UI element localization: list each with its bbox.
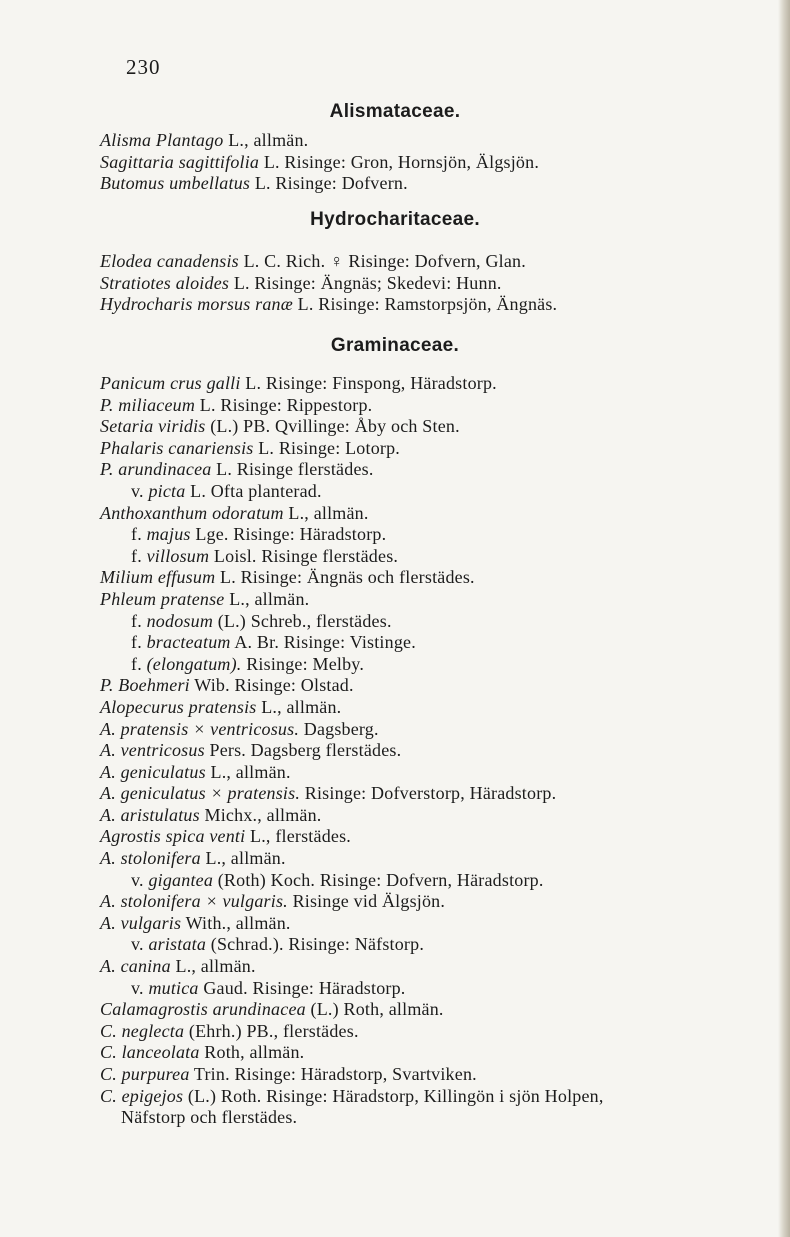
species-entry xyxy=(0,1042,790,1064)
species-entry xyxy=(0,589,790,611)
locality-text: Michx., allmän. xyxy=(204,804,322,825)
species-entry xyxy=(0,697,790,719)
species-entry xyxy=(0,740,790,762)
variety-entry xyxy=(0,870,790,892)
locality-text: L. Risinge: Ängnäs och flerstädes. xyxy=(220,567,475,588)
rank-prefix: f. xyxy=(131,653,142,674)
rank-prefix: f. xyxy=(131,545,142,566)
locality-text: L. Risinge: Gron, Hornsjön, Älgsjön. xyxy=(263,151,540,172)
locality-text: Dagsberg. xyxy=(303,718,379,739)
species-entry xyxy=(0,251,790,273)
locality-text: (L.) Roth, allmän. xyxy=(310,999,444,1020)
locality-text: A. Br. Risinge: Vistinge. xyxy=(234,632,416,653)
locality-text: (L.) Roth. Risinge: Häradstorp, Killingön i sjön Holpen, xyxy=(187,1085,604,1106)
variety-entry xyxy=(0,524,790,546)
family-heading-graminaceae: Graminaceae. xyxy=(330,335,460,356)
rank-prefix: v. xyxy=(131,869,144,890)
species-entry xyxy=(0,438,790,460)
species-entry xyxy=(0,373,790,395)
taxon-name: C. purpurea xyxy=(100,1064,190,1084)
section-graminaceae xyxy=(0,373,790,1129)
species-entry xyxy=(0,294,790,316)
locality-text: L. Risinge: Finspong, Häradstorp. xyxy=(245,373,497,393)
taxon-name: Anthoxanthum odoratum xyxy=(100,502,284,523)
taxon-name: Milium effusum xyxy=(100,567,216,588)
species-entry xyxy=(0,783,790,805)
species-entry xyxy=(0,273,790,295)
taxon-name: Alopecurus pratensis xyxy=(100,696,257,717)
rank-prefix: v. xyxy=(131,480,144,501)
locality-text: Lge. Risinge: Häradstorp. xyxy=(195,524,387,545)
variety-entry xyxy=(0,611,790,633)
locality-text: L. Risinge: Ängnäs; Skedevi: Hunn. xyxy=(233,272,502,293)
locality-text: Roth, allmän. xyxy=(204,1042,305,1063)
locality-text: Loisl. Risinge flerstädes. xyxy=(213,545,399,566)
taxon-name: bracteatum xyxy=(146,632,231,653)
taxon-name: Alisma Plantago xyxy=(100,130,224,150)
taxon-name: Agrostis spica venti xyxy=(100,826,246,847)
family-heading-alismataceae: Alismataceae. xyxy=(329,101,461,122)
family-heading-hydrocharitaceae: Hydrocharitaceae. xyxy=(310,209,480,230)
species-entry xyxy=(0,152,790,174)
locality-text: Risinge: Dofverstorp, Häradstorp. xyxy=(304,783,557,804)
section-hydrocharitaceae xyxy=(0,251,790,316)
taxon-name: Butomus umbellatus xyxy=(100,173,251,194)
species-entry xyxy=(0,913,790,935)
taxon-name: P. Boehmeri xyxy=(100,675,190,696)
variety-entry xyxy=(0,546,790,568)
taxon-name: gigantea xyxy=(148,869,214,890)
taxon-name: A. vulgaris xyxy=(100,912,182,933)
variety-entry xyxy=(0,978,790,1000)
species-entry xyxy=(0,173,790,195)
taxon-name: Stratiotes aloides xyxy=(100,272,230,293)
taxon-name: Phalaris canariensis xyxy=(100,437,254,458)
taxon-name: P. arundinacea xyxy=(100,459,212,480)
locality-text: Gaud. Risinge: Häradstorp. xyxy=(203,977,406,998)
locality-text: (Schrad.). Risinge: Näfstorp. xyxy=(210,934,425,955)
taxon-name: A. geniculatus × pratensis. xyxy=(100,783,301,804)
locality-text: L. Risinge: Rippestorp. xyxy=(199,394,373,415)
taxon-name: C. epigejos xyxy=(100,1085,184,1106)
rank-prefix: f. xyxy=(131,632,142,653)
taxon-name: A. geniculatus xyxy=(100,761,206,782)
locality-text: L., allmän. xyxy=(175,956,256,977)
species-entry xyxy=(0,416,790,438)
variety-entry xyxy=(0,654,790,676)
species-entry xyxy=(0,826,790,848)
locality-text: L., allmän. xyxy=(205,848,286,869)
locality-text: L. Risinge: Lotorp. xyxy=(258,437,401,458)
locality-text: (L.) Schreb., flerstädes. xyxy=(217,610,392,631)
taxon-name: A. pratensis × ventricosus. xyxy=(100,718,300,739)
taxon-name: mutica xyxy=(148,977,199,998)
taxon-name: A. stolonifera xyxy=(100,848,201,869)
locality-text: (Roth) Koch. Risinge: Dofvern, Häradstorp. xyxy=(217,869,544,890)
locality-text: With., allmän. xyxy=(185,912,291,933)
locality-text: Trin. Risinge: Häradstorp, Svartviken. xyxy=(193,1064,477,1084)
species-entry xyxy=(0,567,790,589)
locality-text: L., flerstädes. xyxy=(250,826,351,847)
locality-text: Risinge: Melby. xyxy=(246,653,365,674)
locality-text: L., allmän. xyxy=(210,761,291,782)
locality-text: L., allmän. xyxy=(228,130,309,150)
taxon-name: Hydrocharis morsus ranæ xyxy=(100,294,293,315)
locality-text: Pers. Dagsberg flerstädes. xyxy=(209,740,402,761)
species-entry xyxy=(0,675,790,697)
locality-text: L. Risinge flerstädes. xyxy=(216,459,374,480)
locality-text: L. Ofta planterad. xyxy=(190,480,322,501)
taxon-name: Elodea canadensis xyxy=(100,251,239,271)
species-entry xyxy=(0,1107,790,1129)
taxon-name: A. aristulatus xyxy=(100,804,200,825)
species-entry xyxy=(0,1021,790,1043)
taxon-name: nodosum xyxy=(146,610,214,631)
page-number: 230 xyxy=(126,55,161,79)
species-entry xyxy=(0,459,790,481)
locality-text: Risinge vid Älgsjön. xyxy=(292,891,446,912)
taxon-name: Sagittaria sagittifolia xyxy=(100,151,260,172)
species-entry xyxy=(0,1086,790,1108)
species-entry xyxy=(0,762,790,784)
locality-text: Näfstorp och flerstädes. xyxy=(121,1107,298,1128)
section-alismataceae xyxy=(0,130,790,195)
locality-text: (Ehrh.) PB., flerstädes. xyxy=(188,1020,359,1041)
species-entry xyxy=(0,891,790,913)
locality-text: L. C. Rich. ♀ Risinge: Dofvern, Glan. xyxy=(243,251,526,271)
locality-text: Wib. Risinge: Olstad. xyxy=(194,675,354,696)
taxon-name: C. neglecta xyxy=(100,1020,185,1041)
taxon-name: Panicum crus galli xyxy=(100,373,241,393)
rank-prefix: f. xyxy=(131,524,142,545)
species-entry xyxy=(0,395,790,417)
rank-prefix: v. xyxy=(131,934,144,955)
species-entry xyxy=(0,956,790,978)
variety-entry xyxy=(0,632,790,654)
taxon-name: C. lanceolata xyxy=(100,1042,200,1063)
rank-prefix: v. xyxy=(131,977,144,998)
variety-entry xyxy=(0,934,790,956)
species-entry xyxy=(0,719,790,741)
taxon-name: villosum xyxy=(146,545,210,566)
species-entry xyxy=(0,503,790,525)
locality-text: L. Risinge: Ramstorpsjön, Ängnäs. xyxy=(297,294,558,315)
species-entry xyxy=(0,805,790,827)
locality-text: L., allmän. xyxy=(288,502,369,523)
taxon-name: A. ventricosus xyxy=(100,740,205,761)
taxon-name: Calamagrostis arundinacea xyxy=(100,999,306,1020)
taxon-name: Phleum pratense xyxy=(100,588,225,609)
locality-text: L., allmän. xyxy=(261,696,342,717)
taxon-name: P. miliaceum xyxy=(100,394,196,415)
locality-text: L. Risinge: Dofvern. xyxy=(254,173,408,194)
rank-prefix: f. xyxy=(131,610,142,631)
taxon-name: aristata xyxy=(148,934,207,955)
species-entry xyxy=(0,848,790,870)
locality-text: L., allmän. xyxy=(229,588,310,609)
taxon-name: (elongatum). xyxy=(146,653,242,674)
taxon-name: majus xyxy=(146,524,191,545)
species-entry xyxy=(0,999,790,1021)
taxon-name: picta xyxy=(148,480,186,501)
species-entry xyxy=(0,1064,790,1086)
taxon-name: A. stolonifera × vulgaris. xyxy=(100,891,288,912)
variety-entry xyxy=(0,481,790,503)
taxon-name: Setaria viridis xyxy=(100,416,206,437)
locality-text: (L.) PB. Qvillinge: Åby och Sten. xyxy=(210,416,460,437)
taxon-name: A. canina xyxy=(100,956,171,977)
species-entry xyxy=(0,130,790,152)
